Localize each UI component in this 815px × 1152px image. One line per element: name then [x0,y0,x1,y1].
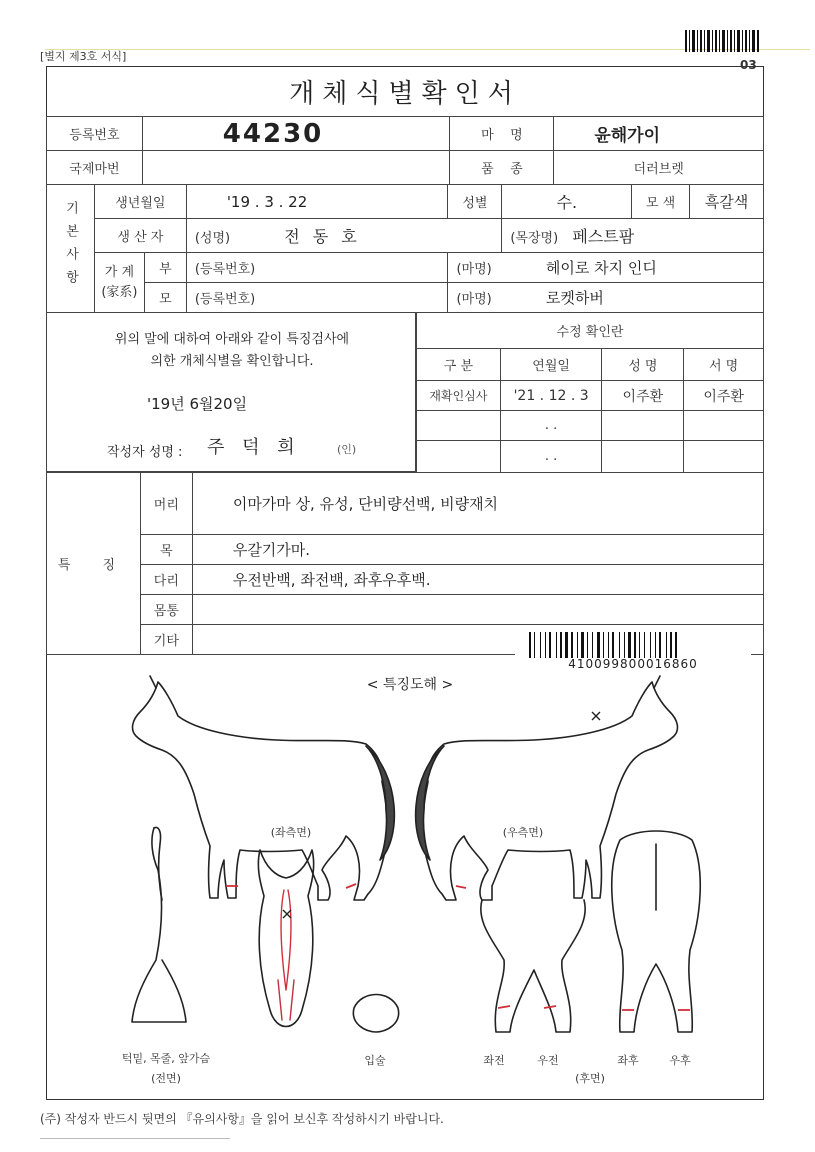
head-front-view [258,850,313,1027]
left-front-caption: 좌전 [483,1054,505,1067]
dam-label: 모 [144,283,186,313]
rev-row-sign: 이주환 [684,381,764,411]
feature-value: 우갈기가마. [232,541,311,559]
confirmation-block [46,312,416,472]
sex-value: 수. [556,193,578,212]
breeder-label: 생 산 자 [94,219,186,253]
coat-color-value: 흑갈색 [704,193,749,211]
rev-col-date: 연월일 [500,349,602,381]
rev-row-date: . . [500,411,602,441]
sire-label: 부 [144,253,186,283]
right-side-caption: (우측면) [502,826,544,839]
sex-label: 성별 [448,185,502,219]
sire-name-cell [448,253,764,283]
front-sub-caption: (전면) [151,1072,181,1085]
rev-row-name [602,441,684,473]
front-legs-view [481,900,585,1032]
breed-label: 품 종 [450,151,554,185]
dam-name-cell [448,283,764,313]
rev-row-type [417,441,501,473]
statement-line1: 위의 말에 대하여 아래와 같이 특징검사에 [114,332,350,347]
farm-cell [502,219,764,253]
sire-reg-label: (등록번호) [194,262,256,277]
basic-section-label [47,185,95,313]
intl-no-value [142,151,450,185]
barcode-bars [529,632,749,658]
left-side-caption: (좌측면) [270,826,312,839]
breed-value: 더러브렛 [554,151,764,185]
dam-name-label: (마명) [456,292,492,307]
dam-reg-cell [186,283,448,313]
feature-value: 이마가마 상, 유성, 단비량선백, 비량재치 [232,495,499,513]
confirm-date: '19년 6월20일 [147,395,248,413]
top-barcode [685,30,759,52]
revision-title: 수정 확인란 [417,313,764,349]
pedigree-hanja: (家系) [101,284,138,300]
footer-note: (주) 작성자 반드시 뒷면의 『유의사항』을 읽어 보신후 작성하시기 바랍니다. [40,1112,444,1126]
rev-row-name [602,411,684,441]
basic-section-text: 기본사항 [62,200,78,293]
features-section-label: 특 징 [47,473,141,655]
horse-diagram [46,660,764,1100]
dam-name-value: 로켓하버 [545,289,604,307]
sire-name-value: 헤이로 차지 인디 [545,259,657,277]
feature-value [192,595,763,625]
lips-caption: 입술 [364,1054,386,1067]
front-caption: 턱밑, 목줄, 앞가슴 [121,1052,211,1065]
form-title: 개체식별확인서 [289,78,521,109]
rev-col-name: 성 명 [602,349,684,381]
birth-value-cell [186,185,448,219]
rev-row-type: 재확인심사 [417,381,501,411]
feature-label: 기타 [140,625,192,655]
feature-label: 머리 [140,473,192,535]
feature-value-cell [192,565,763,595]
farm-value: 페스트팜 [572,227,635,246]
writer-name: 주 덕 희 [207,437,301,458]
form-tag: [별지 제3호 서식] [40,50,127,63]
lips-view [353,995,398,1033]
farm-label: (목장명) [510,231,559,246]
feature-value: 우전반백, 좌전백, 좌후우후백. [232,571,431,589]
rev-row-sign [684,411,764,441]
feature-label: 몸통 [140,595,192,625]
registration-table [46,116,764,185]
bottom-rule [40,1138,230,1139]
breeder-name-value: 전 동 호 [284,227,361,246]
breeder-name-label: (성명) [194,231,231,246]
reg-no-value [142,117,450,151]
left-side-horse [133,682,388,900]
feature-value-cell [192,473,763,535]
right-hind-caption: 우후 [669,1054,691,1067]
diagram-title: < 특징도해 > [366,677,454,693]
rev-col-type: 구 분 [417,349,501,381]
color-value-cell [690,185,764,219]
barcode-number: 410099800016860 [568,657,698,671]
birth-value: '19 . 3 . 22 [226,192,308,211]
rev-col-sign: 서 명 [684,349,764,381]
left-hind-caption: 좌후 [617,1054,639,1067]
right-side-horse [423,682,678,900]
right-front-caption: 우전 [537,1054,559,1067]
rev-row-sign [684,441,764,473]
page-number: 03 [740,58,757,72]
breeder-name-cell [186,219,502,253]
right-tail [416,746,444,860]
revision-table [416,312,764,473]
feature-label: 목 [140,535,192,565]
rev-row-date: . . [500,441,602,473]
basic-info-table [46,184,764,313]
name-value-cell [554,117,764,151]
feature-value-cell [192,535,763,565]
left-tail [366,746,394,860]
rear-sub-caption: (후면) [575,1072,605,1085]
sire-reg-cell [186,253,448,283]
reg-no-label: 등록번호 [47,117,143,151]
pedigree-label-cell [94,253,144,313]
pedigree-label: 가 계 [104,264,135,280]
reg-no-handwriting: 44230 [222,118,324,149]
intl-no-label: 국제마번 [47,151,143,185]
sex-value-cell [502,185,632,219]
rev-row-type [417,411,501,441]
writer-label: 작성자 성명 : [107,445,183,460]
rev-row-date: '21 . 12 . 3 [500,381,602,411]
statement-line2: 의한 개체식별을 확인합니다. [150,354,314,369]
birth-label: 생년월일 [94,185,186,219]
sire-name-label: (마명) [456,262,492,277]
horse-name-value: 윤해가이 [594,126,661,146]
seal-mark: (인) [337,443,357,456]
name-label: 마 명 [450,117,554,151]
dam-reg-label: (등록번호) [194,292,256,307]
color-label: 모 색 [632,185,690,219]
feature-label: 다리 [140,565,192,595]
rev-row-name: 이주환 [602,381,684,411]
